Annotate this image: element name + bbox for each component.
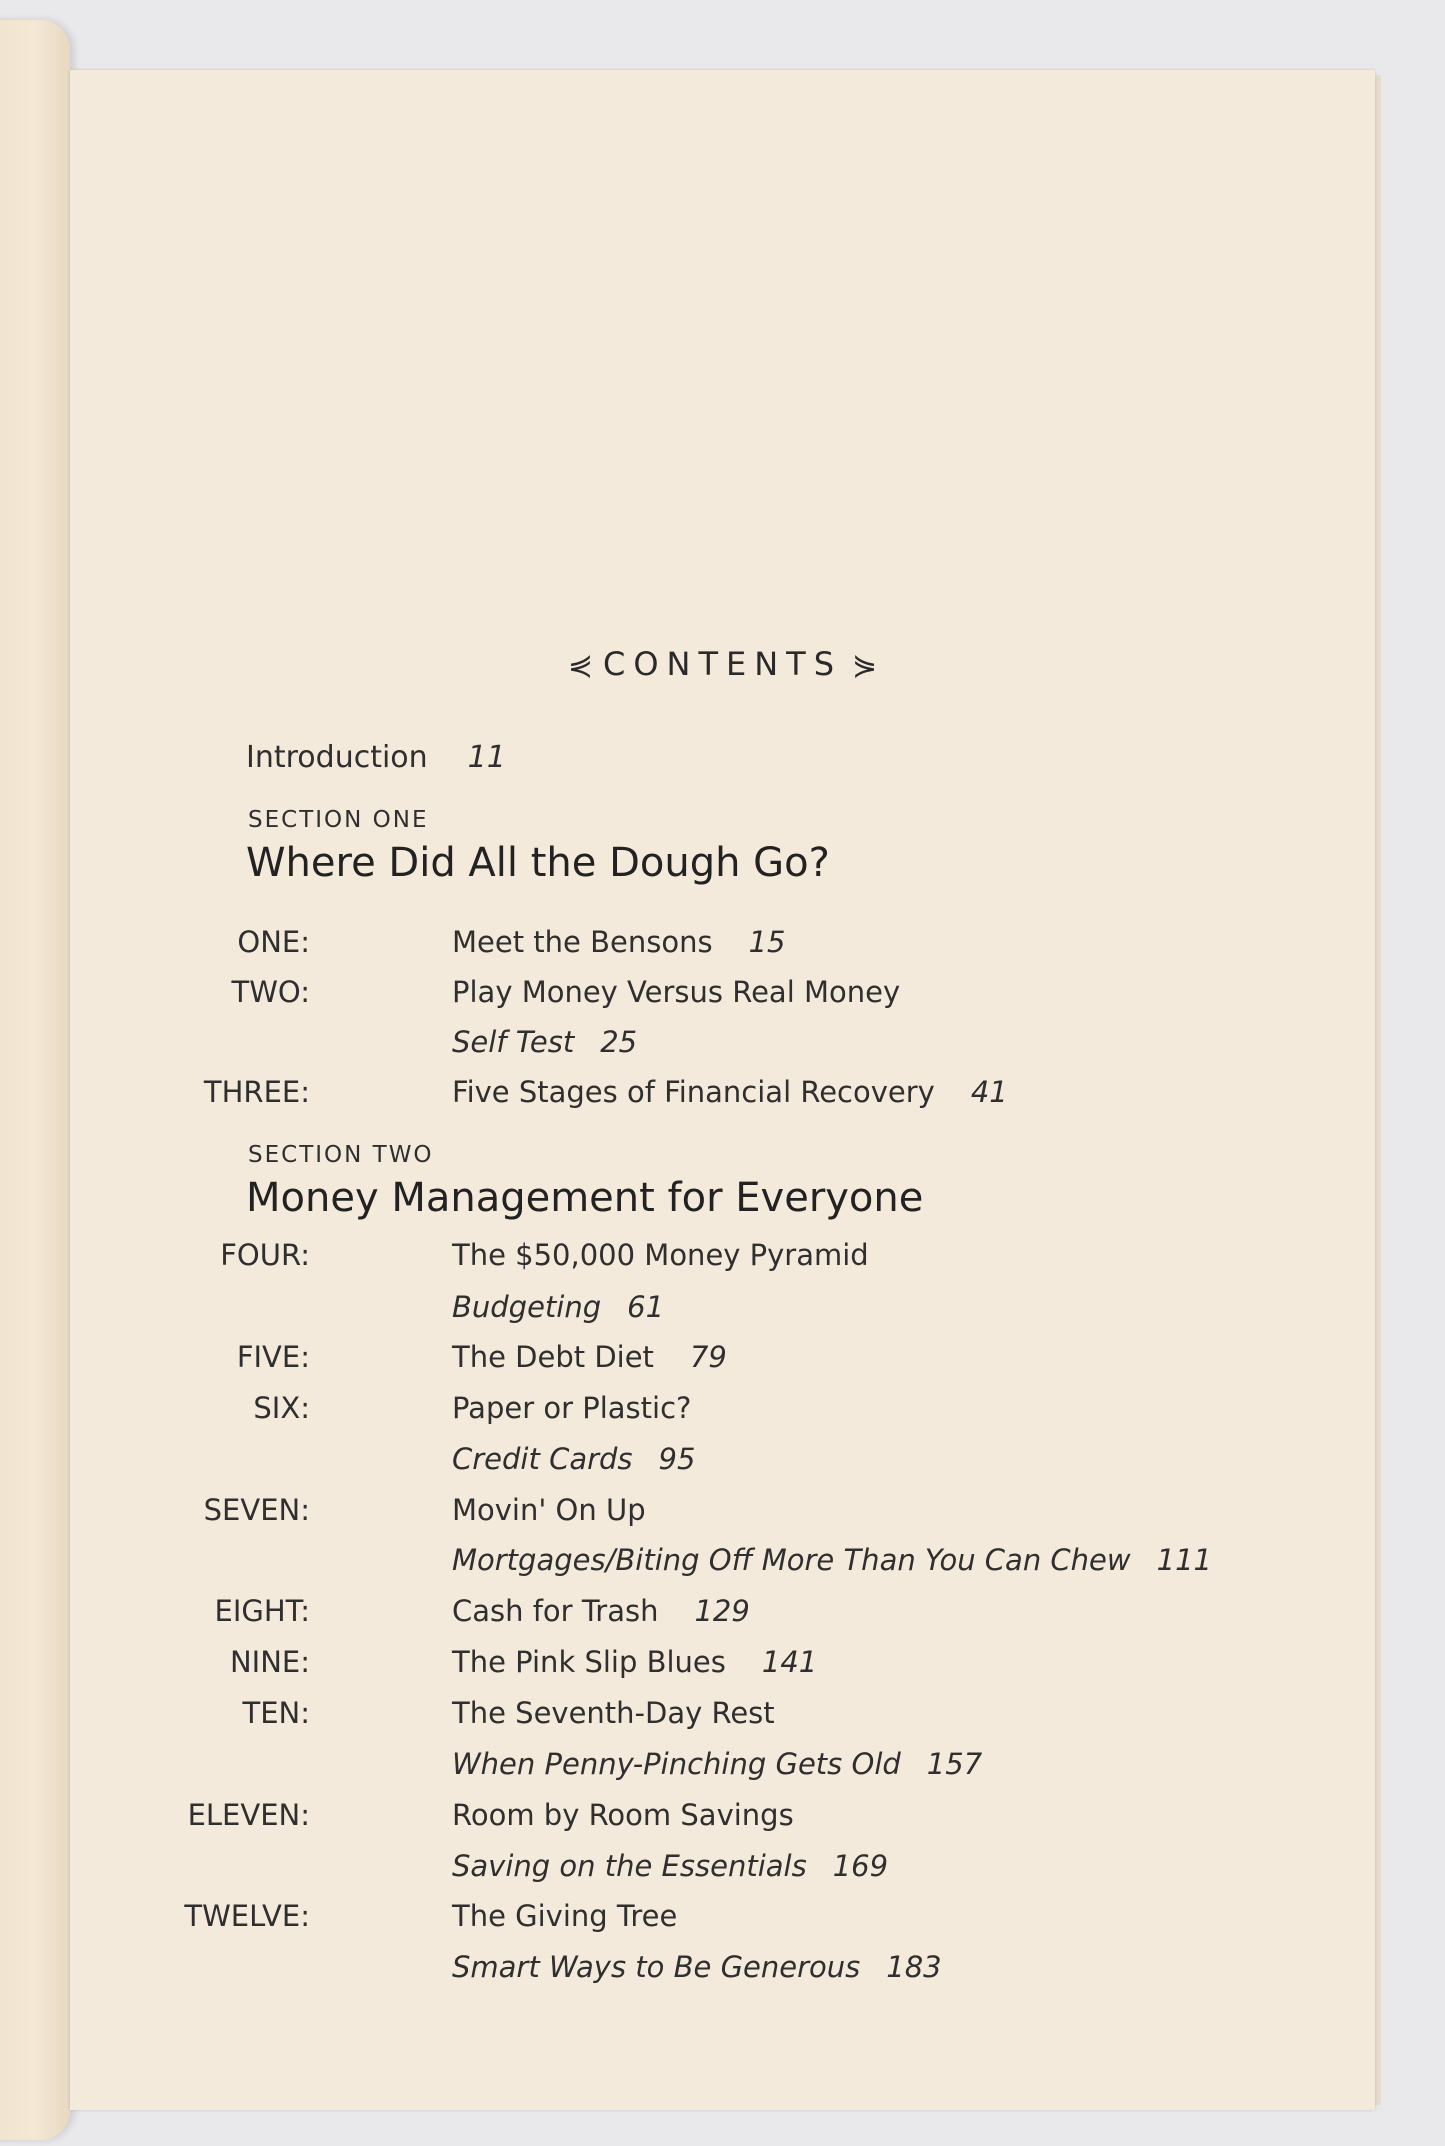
chapter-number: ONE: [237,925,310,959]
left-page-edge [0,20,70,2140]
chapter-entry [70,975,1375,1015]
chapter-page: 129 [694,1594,750,1628]
chapter-number: SEVEN: [203,1493,310,1527]
chapter-number: ELEVEN: [187,1798,310,1832]
chapter-subtitle: When Penny-Pinching Gets Old [452,1747,901,1781]
chapter-page: 183 [886,1950,942,1984]
introduction-title: Introduction [246,740,428,775]
chapter-title-line [452,1340,727,1374]
book-page [70,70,1375,2110]
chapter-entry [70,1798,1375,1838]
chapter-title-line [452,1075,1008,1109]
right-ornament-icon: ⋟ [852,648,878,683]
chapter-subtitle-line [70,1025,1375,1065]
chapter-number: FIVE: [236,1340,310,1374]
chapter-subtitle: Mortgages/Biting Off More Than You Can Chew [452,1543,1131,1577]
chapter-page: 157 [926,1747,983,1781]
heading-text: CONTENTS [602,645,843,683]
section-one-label: SECTION ONE [248,807,429,833]
chapter-subtitle-line [70,1442,1375,1482]
chapter-page: 169 [832,1849,889,1883]
chapter-subtitle-wrap [452,1849,888,1883]
chapter-subtitle-line [70,1950,1375,1990]
chapter-title: The Pink Slip Blues [452,1645,726,1679]
chapter-page: 95 [658,1442,696,1476]
chapter-subtitle-wrap [452,1290,664,1324]
chapter-number: TEN: [242,1696,310,1730]
section-two-label: SECTION TWO [248,1142,434,1168]
chapter-entry [70,1340,1375,1380]
chapter-title: The Seventh-Day Rest [452,1696,775,1730]
chapter-entry [70,1075,1375,1115]
chapter-number: THREE: [203,1075,310,1109]
chapter-title: Paper or Plastic? [452,1391,692,1425]
chapter-number: TWO: [231,975,310,1009]
chapter-entry [70,1696,1375,1736]
chapter-entry [70,1493,1375,1533]
chapter-subtitle-line [70,1543,1375,1583]
chapter-subtitle-wrap [452,1950,942,1984]
chapter-page: 41 [970,1075,1008,1109]
chapter-subtitle: Self Test [452,1025,575,1059]
chapter-title: Cash for Trash [452,1594,659,1628]
chapter-subtitle-wrap [452,1025,637,1059]
chapter-entry [70,1594,1375,1634]
chapter-title: Five Stages of Financial Recovery [452,1075,935,1109]
chapter-subtitle-wrap [452,1747,982,1781]
chapter-title-line [452,925,785,959]
section-two-title: Money Management for Everyone [246,1175,924,1221]
chapter-subtitle: Saving on the Essentials [452,1849,807,1883]
chapter-page: 25 [600,1025,638,1059]
chapter-subtitle-line [70,1849,1375,1889]
chapter-title: The Debt Diet [452,1340,654,1374]
chapter-page: 61 [627,1290,665,1324]
introduction-entry [246,740,506,775]
chapter-subtitle: Smart Ways to Be Generous [452,1950,861,1984]
chapter-subtitle-line [70,1747,1375,1787]
chapter-title: The Giving Tree [452,1899,678,1933]
chapter-subtitle: Budgeting [452,1290,602,1324]
chapter-number: TWELVE: [184,1899,310,1933]
chapter-entry [70,1645,1375,1685]
chapter-page: 79 [689,1340,727,1374]
chapter-entry [70,1238,1375,1278]
chapter-page: 15 [748,925,786,959]
left-ornament-icon: ⋞ [567,648,593,683]
chapter-number: SIX: [253,1391,310,1425]
chapter-title-line [452,1645,817,1679]
page-edge [1375,75,1381,2105]
chapter-page: 111 [1156,1543,1212,1577]
chapter-page: 141 [761,1645,818,1679]
chapter-subtitle-wrap [452,1442,695,1476]
chapter-subtitle-line [70,1290,1375,1330]
chapter-title: Room by Room Savings [452,1798,794,1832]
introduction-page: 11 [467,740,506,775]
chapter-number: NINE: [229,1645,310,1679]
chapter-entry [70,1391,1375,1431]
chapter-entry [70,925,1375,965]
chapter-number: FOUR: [220,1238,310,1272]
chapter-title: The $50,000 Money Pyramid [452,1238,869,1272]
chapter-title: Play Money Versus Real Money [452,975,901,1009]
section-one-title: Where Did All the Dough Go? [246,840,830,886]
table-of-contents [70,70,1375,2110]
chapter-entry [70,1899,1375,1939]
chapter-number: EIGHT: [214,1594,310,1628]
chapter-subtitle: Credit Cards [452,1442,633,1476]
chapter-title-line [452,1594,750,1628]
chapter-title: Movin' On Up [452,1493,646,1527]
chapter-subtitle-wrap [452,1543,1212,1577]
chapter-title: Meet the Bensons [452,925,713,959]
